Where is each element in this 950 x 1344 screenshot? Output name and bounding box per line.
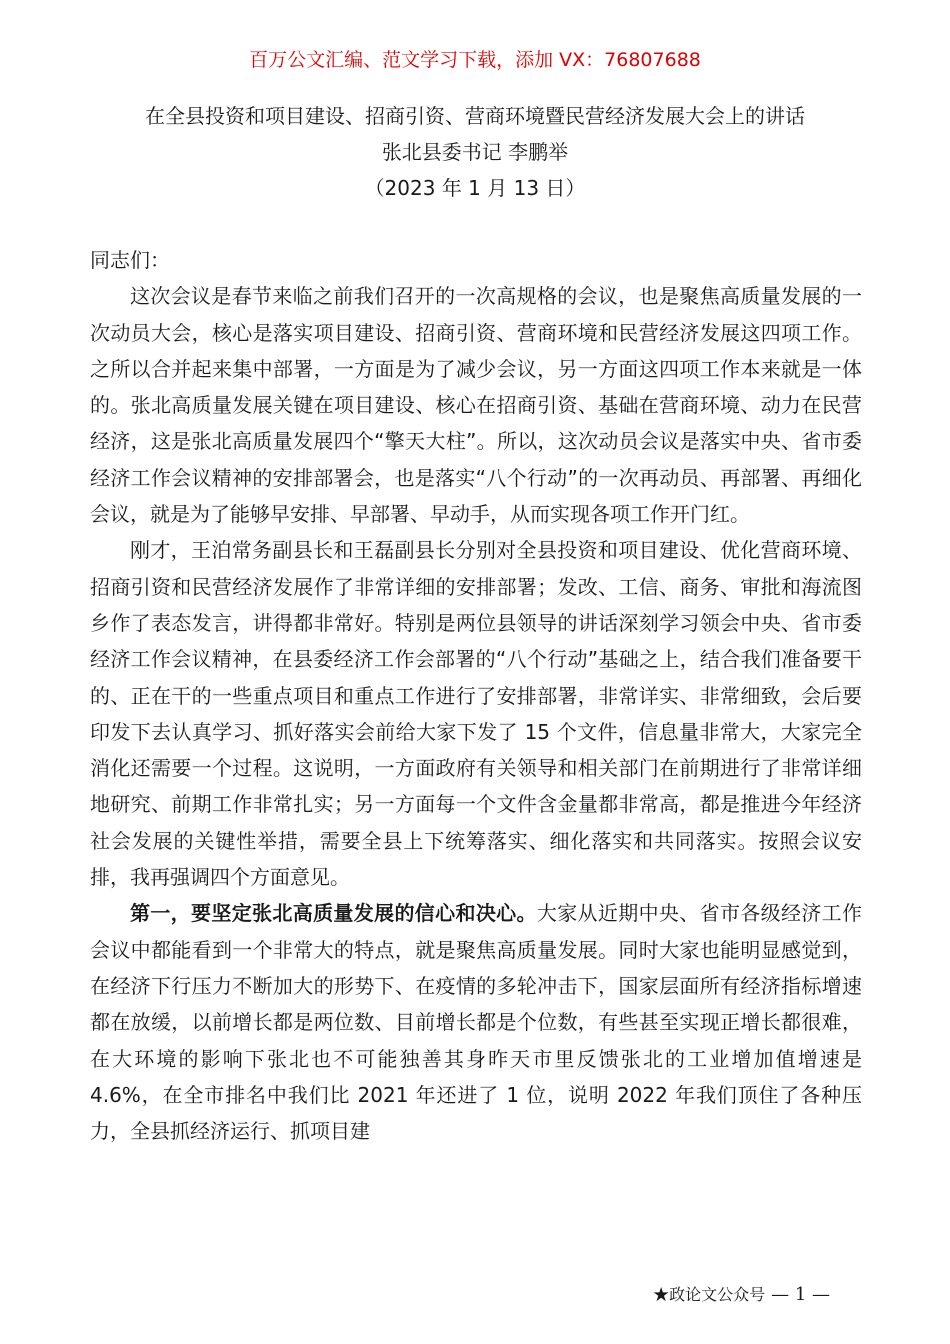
paragraph-3-text: 大家从近期中央、省市各级经济工作会议中都能看到一个非常大的特点，就是聚焦高质量发展。同时大家也能明显感觉到，在经济下行压力不断加大的形势下、在疫情的多轮冲击下，国家层面所有经济指标增速都在放缓，以前增长都是两位数、目前增长都是个位数，有些甚至实现正增长都很难，在大环境的影响下张北也不可能独善其身昨天市里反馈张北的工业增加值增速是 4.6%，在全市排名中我们比 2021 年还进了 1 位，说明 2022 年我们顶住了各种压力，全县抓经济运行、抓项目建 xyxy=(90,901,863,1144)
salutation: 同志们： xyxy=(90,248,170,272)
footer-source: ★政论文公众号 xyxy=(653,1285,766,1304)
paragraph-2: 刚才，王泊常务副县长和王磊副县长分别对全县投资和项目建设、优化营商环境、招商引资和民营经济发展作了非常详细的安排部署；发改、工信、商务、审批和海流图乡作了表态发言，讲得都非常好。特别是两位县领导的讲话深刻学习领会中央、省市委经济工作会议精神，在县委经济工作会部署的“八个行动”基础之上，结合我们准备要干的、正在干的一些重点项目和重点工作进行了安排部署，非常详实、非常细致，会后要印发下去认真学习、抓好落实会前给大家下发了 15 个文件，信息量非常大，大家完全消化还需要一个过程。这说明，一方面政府有关领导和相关部门在前期进行了非常详细地研究、前期工作非常扎实；另一方面每一个文件含金量都非常高，都是推进今年经济社会发展的关键性举措，需要全县上下统筹落实、细化落实和共同落实。按照会议安排，我再强调四个方面意见。 xyxy=(90,538,862,890)
paragraph-1: 这次会议是春节来临之前我们召开的一次高规格的会议，也是聚焦高质量发展的一次动员大会，核心是落实项目建设、招商引资、营商环境和民营经济发展这四项工作。之所以合并起来集中部署，一方面是为了减少会议，另一方面这四项工作本来就是一体的。张北高质量发展关键在项目建设、核心在招商引资、基础在营商环境、动力在民营经济，这是张北高质量发展四个“擎天大柱”。所以，这次动员会议是落实中央、省市委经济工作会议精神的安排部署会，也是落实“八个行动”的一次再动员、再部署、再细化会议，就是为了能够早安排、早部署、早动手，从而实现各项工作开门红。 xyxy=(90,284,862,527)
speech-date: （2023 年 1 月 13 日） xyxy=(364,176,586,200)
speaker-line: 张北县委书记 李鹏举 xyxy=(381,140,569,164)
paragraph-3 xyxy=(90,895,862,1149)
section-heading-first: 第一，要坚定张北高质量发展的信心和决心。 xyxy=(130,901,537,926)
header-promo-note: 百万公文汇编、范文学习下载，添加 VX：76807688 xyxy=(249,49,701,71)
title-block xyxy=(0,98,950,206)
speech-title: 在全县投资和项目建设、招商引资、营商环境暨民营经济发展大会上的讲话 xyxy=(145,104,805,128)
page-number: — 1 — xyxy=(771,1284,830,1305)
speech-body xyxy=(90,242,862,1149)
page-footer xyxy=(653,1283,830,1307)
